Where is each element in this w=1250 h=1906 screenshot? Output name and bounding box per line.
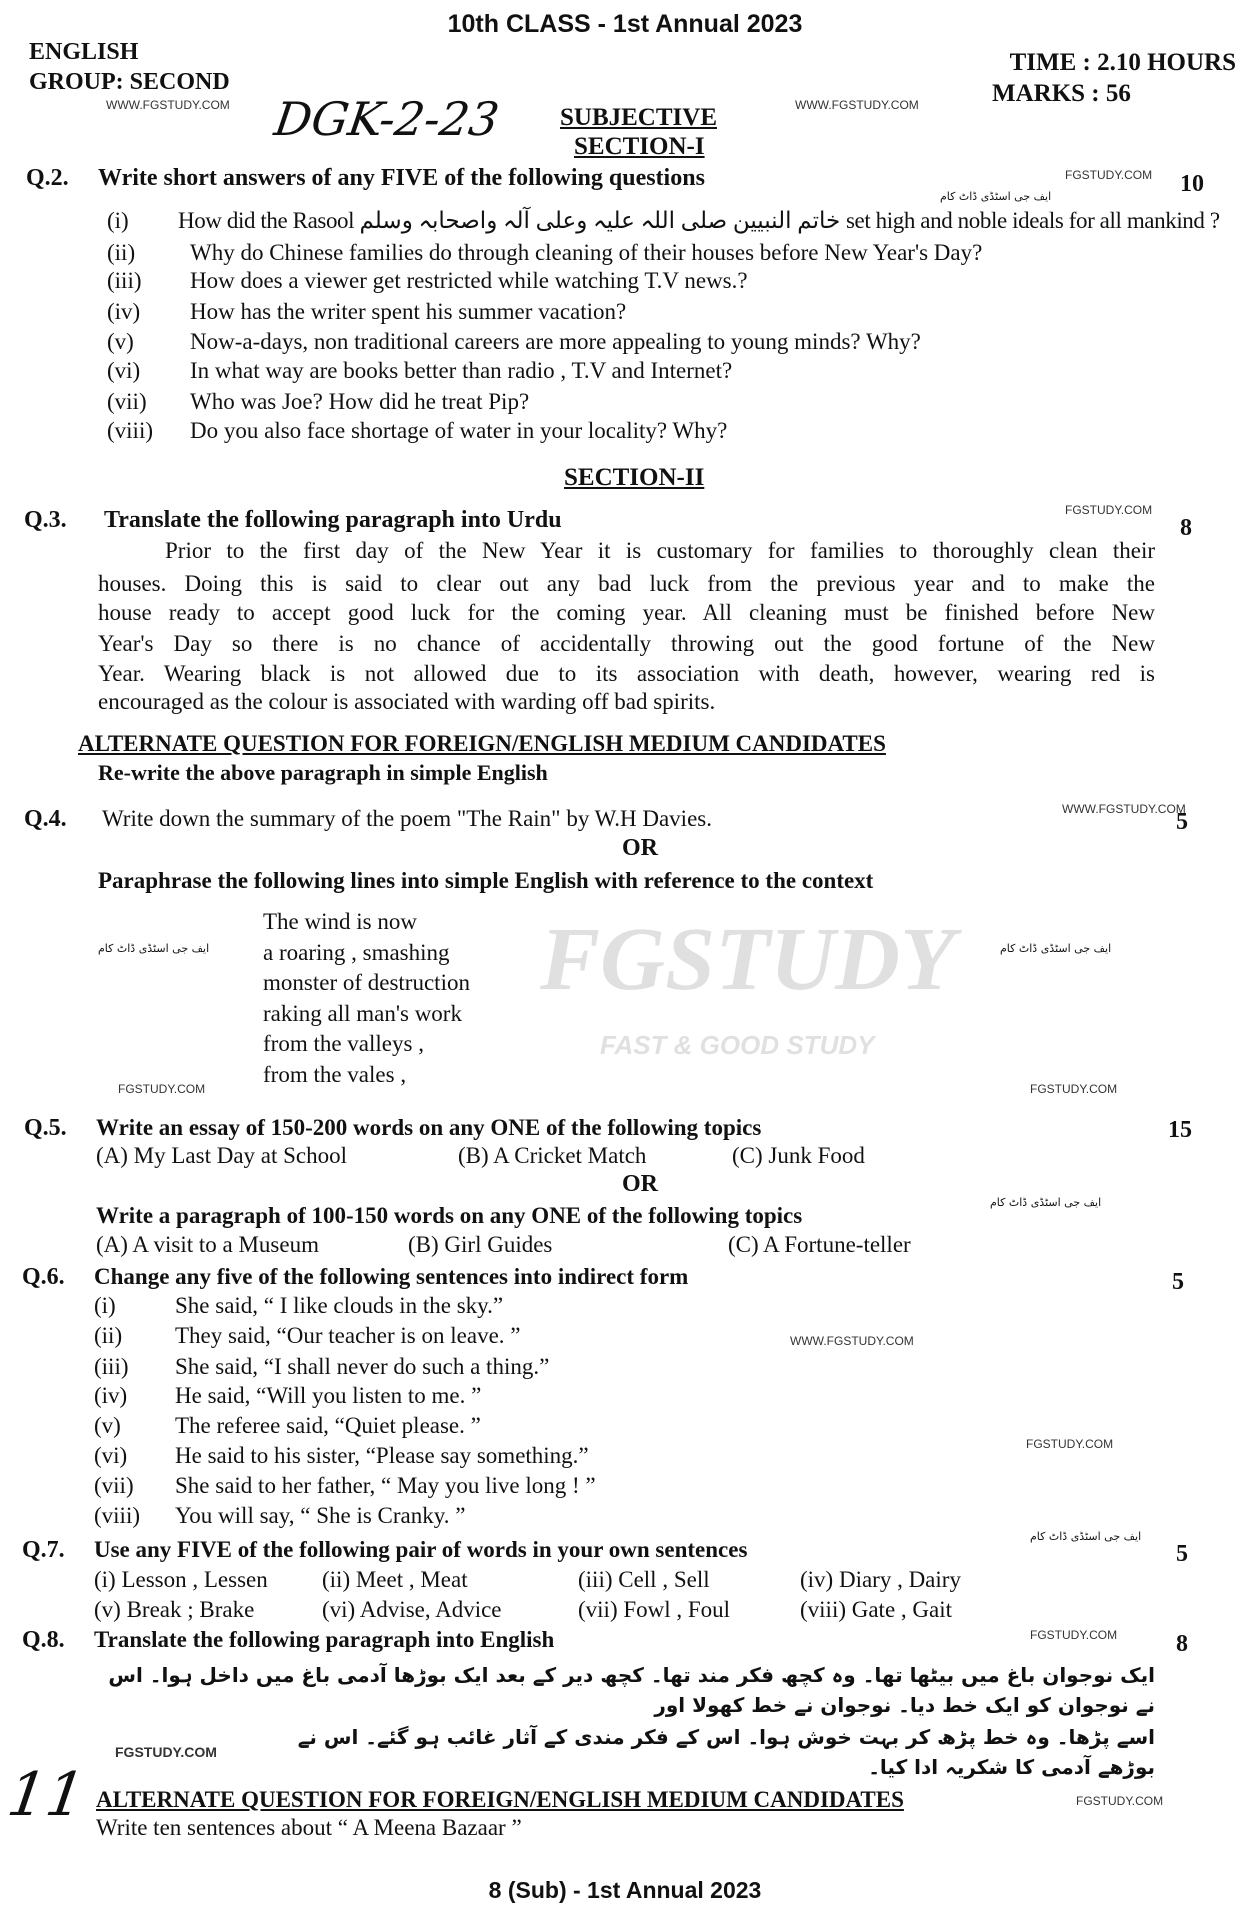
watermark: ایف جی اسٹڈی ڈاٹ کام xyxy=(1030,1530,1142,1543)
sentence-number: (iii) xyxy=(94,1354,129,1379)
word-pair: (vii) Fowl , Foul xyxy=(578,1597,731,1622)
q7-label: Q.7. xyxy=(22,1537,65,1563)
q5-topic2-c: (C) A Fortune-teller xyxy=(728,1232,911,1257)
question-number: (ii) xyxy=(107,240,136,265)
q4-or: OR xyxy=(622,835,658,861)
watermark: ایف جی اسٹڈی ڈاٹ کام xyxy=(990,1196,1102,1209)
q7-marks: 5 xyxy=(1176,1541,1188,1567)
sentence-text: She said, “ I like clouds in the sky.” xyxy=(175,1293,504,1318)
sentence-text: You will say, “ She is Cranky. ” xyxy=(175,1503,466,1528)
watermark: FGSTUDY.COM xyxy=(1026,1437,1114,1451)
q8-alternate-text: Write ten sentences about “ A Meena Bazaar ” xyxy=(96,1815,522,1840)
paper-footer: 8 (Sub) - 1st Annual 2023 xyxy=(488,1877,762,1903)
question-number: (i) xyxy=(107,208,129,233)
paragraph-line: houses. Doing this is said to clear out any bad luck from the previous year and to make the xyxy=(98,571,1155,596)
sentence-number: (vi) xyxy=(94,1443,128,1468)
sentence-number: (vii) xyxy=(94,1473,134,1498)
question-text: Now-a-days, non traditional careers are more appealing to young minds? Why? xyxy=(190,329,921,354)
question-text: In what way are books better than radio , T.V and Internet? xyxy=(190,358,733,383)
q5-topic-a: (A) My Last Day at School xyxy=(96,1143,348,1168)
handwritten-mark: 11 xyxy=(3,1760,90,1830)
poem-line: raking all man's work xyxy=(263,1001,462,1026)
poem-line: a roaring , smashing xyxy=(263,940,450,965)
q8-alternate-heading: ALTERNATE QUESTION FOR FOREIGN/ENGLISH MEDIUM CANDIDATES xyxy=(96,1787,904,1812)
paragraph-line: encouraged as the colour is associated with warding off bad spirits. xyxy=(98,689,716,714)
word-pair: (iii) Cell , Sell xyxy=(578,1567,710,1592)
q5-topic-c: (C) Junk Food xyxy=(732,1143,865,1168)
sentence-number: (viii) xyxy=(94,1503,140,1528)
q4-marks: 5 xyxy=(1176,809,1188,835)
watermark: ایف جی اسٹڈی ڈاٹ کام xyxy=(940,190,1052,203)
sentence-number: (iv) xyxy=(94,1383,128,1408)
word-pair: (v) Break ; Brake xyxy=(94,1597,255,1622)
watermark: FGSTUDY.COM xyxy=(115,1744,217,1760)
q3-alternate-text: Re-write the above paragraph in simple English xyxy=(98,760,548,785)
marks-label: MARKS : 56 xyxy=(992,80,1131,107)
watermark: FGSTUDY.COM xyxy=(1065,168,1153,182)
subjective-heading: SUBJECTIVE xyxy=(560,104,717,131)
word-pair: (i) Lesson , Lessen xyxy=(94,1567,268,1592)
q2-instruction: Write short answers of any FIVE of the following questions xyxy=(98,165,705,191)
q2-label: Q.2. xyxy=(26,165,69,191)
watermark: WWW.FGSTUDY.COM xyxy=(795,98,919,112)
q8-instruction: Translate the following paragraph into English xyxy=(94,1627,555,1652)
logo-watermark: FGSTUDY xyxy=(540,910,956,1009)
paragraph-line: Year's Day so there is no chance of accidentally throwing out the good fortune of the New xyxy=(98,631,1155,656)
q3-alternate-heading: ALTERNATE QUESTION FOR FOREIGN/ENGLISH MEDIUM CANDIDATES xyxy=(78,731,886,756)
q5-label: Q.5. xyxy=(24,1115,67,1141)
watermark: WWW.FGSTUDY.COM xyxy=(790,1334,914,1348)
poem-line: from the vales , xyxy=(263,1062,407,1087)
q7-instruction: Use any FIVE of the following pair of words in your own sentences xyxy=(94,1537,748,1562)
question-text: How does a viewer get restricted while watching T.V news.? xyxy=(190,268,748,293)
section-2-heading: SECTION-II xyxy=(564,464,705,491)
q8-label: Q.8. xyxy=(22,1627,65,1653)
section-1-heading: SECTION-I xyxy=(574,133,705,160)
q4-instruction-2: Paraphrase the following lines into simple English with reference to the context xyxy=(98,868,874,893)
sentence-number: (i) xyxy=(94,1293,116,1318)
paragraph-line: Prior to the first day of the New Year it is customary for families to thoroughly clean their xyxy=(165,538,1155,563)
poem-line: monster of destruction xyxy=(263,970,470,995)
question-text: How has the writer spent his summer vacation? xyxy=(190,299,627,324)
question-text: Who was Joe? How did he treat Pip? xyxy=(190,389,530,414)
watermark: FGSTUDY.COM xyxy=(1030,1628,1118,1642)
sentence-number: (v) xyxy=(94,1413,121,1438)
handwritten-code: DGK-2-23 xyxy=(271,92,503,146)
word-pair: (vi) Advise, Advice xyxy=(322,1597,502,1622)
watermark: FGSTUDY.COM xyxy=(1030,1082,1118,1096)
watermark: FGSTUDY.COM xyxy=(118,1082,206,1096)
sentence-number: (ii) xyxy=(94,1323,123,1348)
watermark: FGSTUDY.COM xyxy=(1076,1794,1164,1808)
question-number: (v) xyxy=(107,329,134,354)
paper-title: 10th CLASS - 1st Annual 2023 xyxy=(447,10,803,38)
q4-instruction: Write down the summary of the poem "The Rain" by W.H Davies. xyxy=(102,806,712,831)
paragraph-line: Year. Wearing black is not allowed due to its association with death, however, wearing red is xyxy=(98,661,1155,686)
q8-urdu-line-1: ایک نوجوان باغ میں بیٹھا تھا۔ وہ کچھ فکر مند تھا۔ کچھ دیر کے بعد ایک بوڑھا آدمی باغ میں داخل ہوا۔ اس نے نوجوان کو ایک خط دیا۔ نوجوان نے خط کھولا اور xyxy=(108,1663,1155,1717)
q5-instruction: Write an essay of 150-200 words on any ONE of the following topics xyxy=(96,1115,762,1140)
question-number: (vi) xyxy=(107,358,141,383)
sentence-text: He said to his sister, “Please say something.” xyxy=(175,1443,589,1468)
q6-label: Q.6. xyxy=(22,1264,65,1290)
sentence-text: He said, “Will you listen to me. ” xyxy=(175,1383,482,1408)
time-label: TIME : 2.10 HOURS xyxy=(1009,49,1236,76)
sentence-text: She said, “I shall never do such a thing.” xyxy=(175,1354,550,1379)
sentence-text: They said, “Our teacher is on leave. ” xyxy=(175,1323,521,1348)
poem-line: The wind is now xyxy=(263,909,417,934)
q6-instruction: Change any five of the following sentences into indirect form xyxy=(94,1264,689,1289)
q8-urdu-line-2: اسے پڑھا۔ وہ خط پڑھ کر بہت خوش ہوا۔ اس کے فکر مندی کے آثار غائب ہو گئے۔ اس نے بوڑھے آدمی کا شکریہ ادا کیا۔ xyxy=(297,1725,1155,1779)
watermark: ایف جی اسٹڈی ڈاٹ کام xyxy=(98,942,210,955)
q5-topic2-a: (A) A visit to a Museum xyxy=(96,1232,319,1257)
q3-label: Q.3. xyxy=(24,507,67,533)
word-pair: (ii) Meet , Meat xyxy=(322,1567,468,1592)
q3-instruction: Translate the following paragraph into Urdu xyxy=(104,507,562,533)
q4-label: Q.4. xyxy=(24,806,67,832)
group-label: GROUP: SECOND xyxy=(29,69,230,95)
watermark: ایف جی اسٹڈی ڈاٹ کام xyxy=(1000,942,1112,955)
paragraph-line: house ready to accept good luck for the coming year. All cleaning must be finished before New xyxy=(98,600,1155,625)
q3-marks: 8 xyxy=(1180,515,1192,541)
word-pair: (iv) Diary , Dairy xyxy=(800,1567,961,1592)
question-number: (viii) xyxy=(107,418,153,443)
q5-instruction-2: Write a paragraph of 100-150 words on any ONE of the following topics xyxy=(96,1203,803,1228)
question-number: (iii) xyxy=(107,268,142,293)
q8-marks: 8 xyxy=(1176,1631,1188,1657)
sentence-text: She said to her father, “ May you live long ! ” xyxy=(175,1473,596,1498)
watermark: WWW.FGSTUDY.COM xyxy=(106,98,230,112)
sentence-text: The referee said, “Quiet please. ” xyxy=(175,1413,481,1438)
question-text: How did the Rasool خاتم النبیین صلی اللہ علیہ وعلی آلہ واصحابہ وسلم set high and noble ideals for all mankind ? xyxy=(178,208,1220,233)
q6-marks: 5 xyxy=(1172,1269,1184,1295)
q5-topic2-b: (B) Girl Guides xyxy=(408,1232,553,1257)
watermark: FGSTUDY.COM xyxy=(1065,503,1153,517)
q5-marks: 15 xyxy=(1168,1117,1192,1143)
question-text: Do you also face shortage of water in your locality? Why? xyxy=(190,418,728,443)
poem-line: from the valleys , xyxy=(263,1031,424,1056)
word-pair: (viii) Gate , Gait xyxy=(800,1597,953,1622)
question-number: (vii) xyxy=(107,389,147,414)
q5-topic-b: (B) A Cricket Match xyxy=(458,1143,647,1168)
logo-tagline-watermark: FAST & GOOD STUDY xyxy=(600,1030,875,1060)
q2-marks: 10 xyxy=(1180,171,1204,197)
question-number: (iv) xyxy=(107,299,141,324)
q5-or: OR xyxy=(622,1171,658,1197)
watermark: WWW.FGSTUDY.COM xyxy=(1062,802,1186,816)
subject-label: ENGLISH xyxy=(29,39,139,65)
question-text: Why do Chinese families do through cleaning of their houses before New Year's Day? xyxy=(190,240,983,265)
